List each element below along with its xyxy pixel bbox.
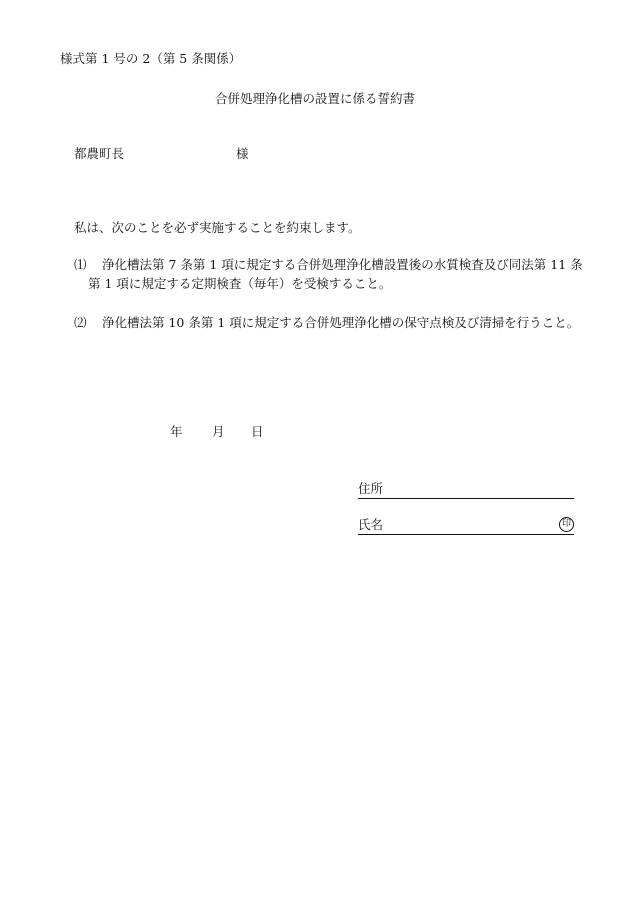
seal-icon: 印: [559, 517, 574, 532]
name-field[interactable]: [358, 517, 574, 535]
address-field[interactable]: [358, 481, 574, 499]
item-2-number: ⑵: [74, 315, 87, 330]
item-2-line-1: 浄化槽法第 10 条第 1 項に規定する合併処理浄化槽の保守点検及び清掃を行うこと。: [102, 315, 580, 330]
document-title: 合併処理浄化槽の設置に係る誓約書: [214, 91, 415, 106]
date-year-label: 年: [170, 424, 183, 439]
name-label: 氏名: [358, 517, 384, 532]
item-1-line-2: 第 1 項に規定する定期検査（毎年）を受検すること。: [88, 276, 392, 291]
item-1-number: ⑴: [74, 257, 87, 272]
item-1-line-1: 浄化槽法第 7 条第 1 項に規定する合併処理浄化槽設置後の水質検査及び同法第 11 条: [102, 257, 583, 272]
addressee-organization: 都農町長: [74, 146, 125, 161]
date-day-label: 日: [251, 424, 264, 439]
pledge-intro: 私は、次のことを必ず実施することを約束します。: [74, 220, 361, 235]
form-number: 様式第 1 号の 2（第 5 条関係）: [60, 51, 242, 66]
date-month-label: 月: [212, 424, 225, 439]
address-label: 住所: [358, 481, 384, 496]
addressee-honorific: 様: [236, 146, 249, 161]
